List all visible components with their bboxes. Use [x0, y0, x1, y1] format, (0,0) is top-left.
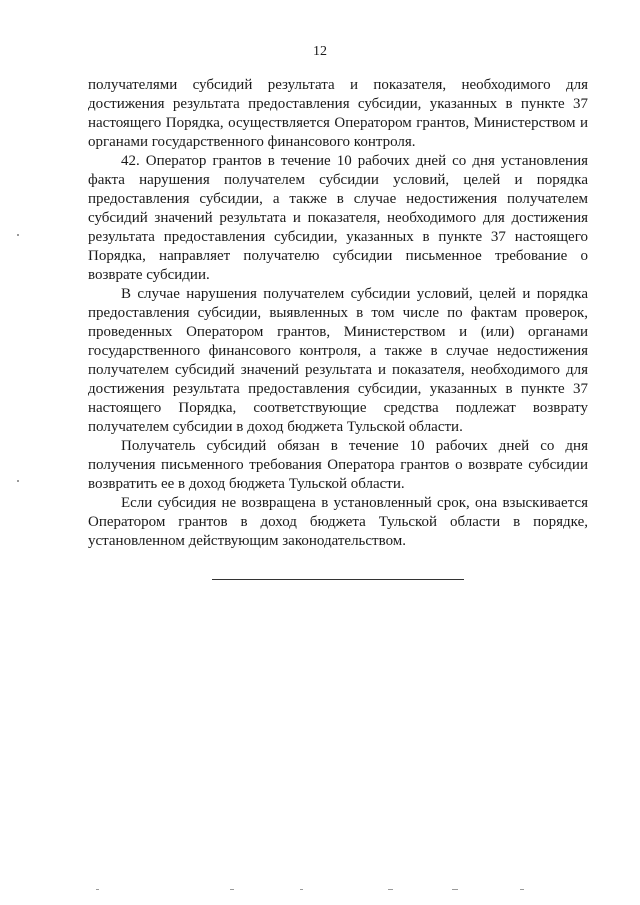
paragraph-enforced-collection: Если субсидия не возвращена в установленный срок, она взыскивается Оператором грантов в доход бюджета Тульской области в порядке, установленном действующим законодательством.: [88, 495, 588, 549]
scan-speck: [96, 889, 99, 890]
end-of-text-rule: [212, 579, 464, 580]
paragraph-violation-return: В случае нарушения получателем субсидии условий, целей и порядка предоставления субсидии, выявленных в том числе по фактам проверок, проведенных Оператором грантов, Министерством и (или) органами государственного финансового контроля, а также в случае недостижения получателем субсидий значений результата и показателя, необходимого для достижения результата предоставления субсидии, указанных в пункте 37 настоящего Порядка, соответствующие средства подлежат возврату получателем субсидии в доход бюджета Тульской области.: [88, 286, 588, 435]
scan-speck: [17, 234, 19, 236]
scan-speck: [230, 889, 234, 890]
scan-speck: [520, 889, 524, 890]
paragraph-clause-42: 42. Оператор грантов в течение 10 рабочих дней со дня установления факта нарушения получателем субсидии условий, целей и порядка предоставления субсидии, а также в случае недостижения получателем субсидий значений результата и показателя, необходимого для достижения результата предоставления субсидии, указанных в пункте 37 настоящего Порядка, направляет получателю субсидии письменное требование о возврате субсидии.: [88, 153, 588, 283]
scan-speck: [17, 480, 19, 482]
page-number: 12: [313, 44, 327, 59]
document-body: [88, 76, 588, 551]
paragraph-return-deadline: Получатель субсидий обязан в течение 10 рабочих дней со дня получения письменного требования Оператора грантов о возврате субсидии возвратить ее в доход бюджета Тульской области.: [88, 438, 588, 492]
scan-speck: [452, 889, 458, 890]
scan-speck: [300, 889, 303, 890]
paragraph-continuation: получателями субсидий результата и показателя, необходимого для достижения результата предоставления субсидии, указанных в пункте 37 настоящего Порядка, осуществляется Оператором грантов, Министерством и органами государственного финансового контроля.: [88, 77, 588, 150]
scan-speck: [388, 889, 393, 890]
